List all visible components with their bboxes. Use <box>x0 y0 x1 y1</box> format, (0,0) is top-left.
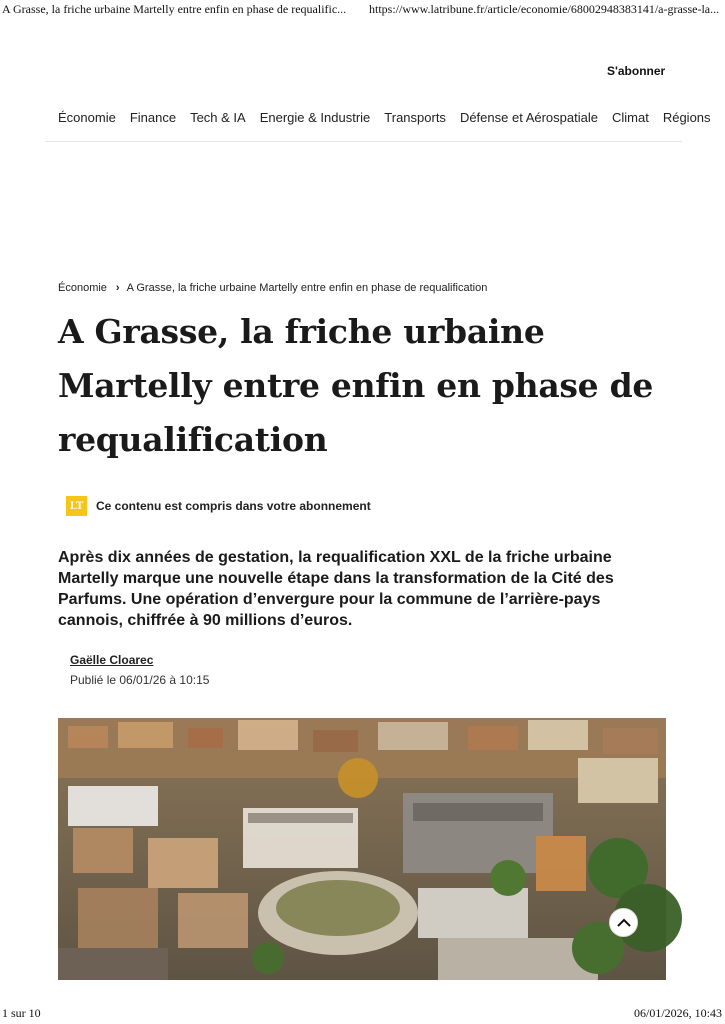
nav-item-transports[interactable]: Transports <box>384 110 446 125</box>
nav-item-tech-ia[interactable]: Tech & IA <box>190 110 246 125</box>
nav-item-climat[interactable]: Climat <box>611 110 649 125</box>
nav-item-economie[interactable]: Économie <box>58 110 116 125</box>
nav-item-regions[interactable]: Régions <box>662 110 711 125</box>
nav-item-energie-industrie[interactable]: Energie & Industrie <box>259 110 371 125</box>
author-link[interactable]: Gaëlle Cloarec <box>70 653 154 667</box>
main-nav <box>58 110 711 125</box>
print-page-url: https://www.latribune.fr/article/economie/68002948383141/a-grasse-la... <box>369 2 720 16</box>
print-datetime: 06/01/2026, 10:43 <box>633 1006 722 1020</box>
article-title: A Grasse, la friche urbaine Martelly entre enfin en phase de requalification <box>58 312 654 459</box>
subscribe-link[interactable]: S'abonner <box>607 64 666 78</box>
breadcrumb-section-link[interactable]: Économie <box>58 282 107 294</box>
nav-item-defense-aerospatiale[interactable]: Défense et Aérospatiale <box>459 110 598 125</box>
hero-aerial-city-photo <box>58 718 666 980</box>
breadcrumb-current: A Grasse, la friche urbaine Martelly entre enfin en phase de requalification <box>126 282 488 294</box>
print-footer <box>0 1006 724 1022</box>
chevron-right-icon: › <box>115 282 120 294</box>
nav-divider <box>45 141 682 142</box>
lt-logo-icon: LT <box>66 496 87 516</box>
subscription-badge <box>66 496 371 516</box>
chevron-up-icon <box>617 918 631 928</box>
scroll-to-top-button[interactable] <box>609 908 638 937</box>
nav-item-finance[interactable]: Finance <box>129 110 177 125</box>
breadcrumb <box>58 282 487 294</box>
print-page-number: 1 sur 10 <box>2 1006 41 1020</box>
print-header <box>0 2 724 18</box>
print-page-title: A Grasse, la friche urbaine Martelly entre enfin en phase de requalific... <box>2 2 347 16</box>
hero-image <box>58 718 666 980</box>
article-lead: Après dix années de gestation, la requalification XXL de la friche urbaine Martelly marque une nouvelle étape dans la transformation de la Cité des Parfums. Une opération d’envergure pour la commune de l’arrière-pays cannois, chiffrée à 90 millions d’euros. <box>58 549 614 629</box>
subscription-badge-text: Ce contenu est compris dans votre abonnement <box>96 499 371 513</box>
publish-date: Publié le 06/01/26 à 10:15 <box>70 673 210 687</box>
